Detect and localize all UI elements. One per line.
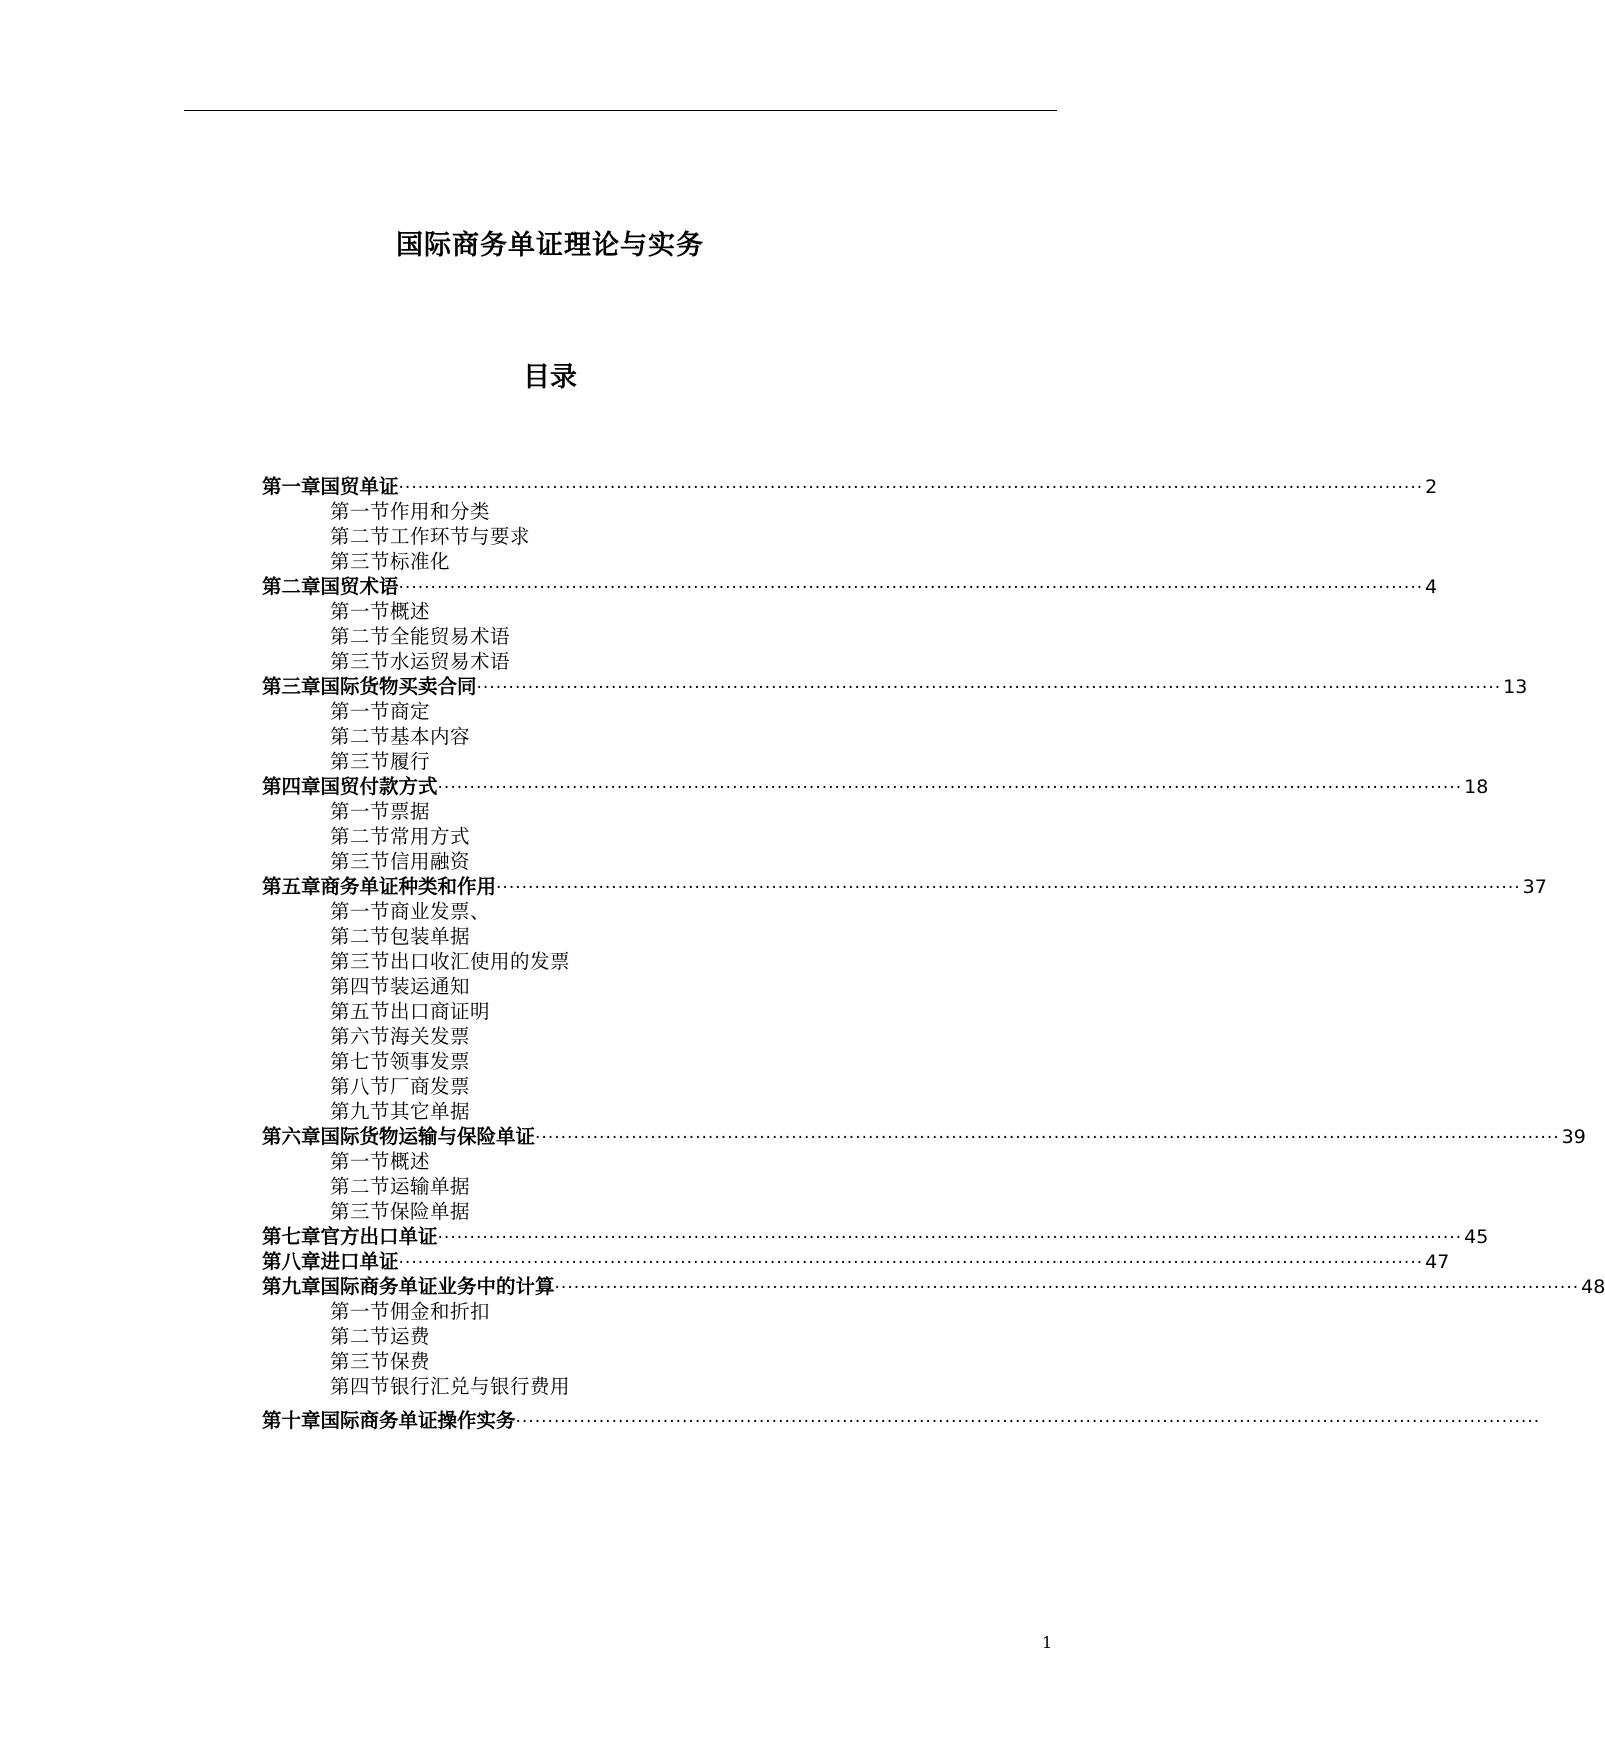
toc-section-entry[interactable]: 第一节概述 bbox=[330, 1150, 431, 1173]
toc-section-entry[interactable]: 第五节出口商证明 bbox=[330, 1000, 491, 1023]
toc-section-entry[interactable]: 第九节其它单据 bbox=[330, 1100, 471, 1123]
header-rule bbox=[184, 110, 1057, 111]
toc-dot-leader: ································································································································································ bbox=[437, 1228, 1463, 1248]
toc-section-entry[interactable]: 第一节商定 bbox=[330, 700, 431, 723]
toc-chapter-page: 4 bbox=[1425, 576, 1438, 598]
document-title: 国际商务单证理论与实务 bbox=[396, 230, 704, 261]
toc-chapter-entry[interactable] bbox=[262, 1124, 1586, 1149]
toc-chapter-entry[interactable] bbox=[262, 474, 1438, 499]
table-of-contents bbox=[262, 474, 1605, 1433]
toc-section-entry[interactable]: 第二节运输单据 bbox=[330, 1175, 471, 1198]
toc-section-entry[interactable]: 第一节商业发票、 bbox=[330, 900, 491, 923]
toc-chapter-entry[interactable] bbox=[262, 774, 1489, 799]
toc-section-entry[interactable]: 第六节海关发票 bbox=[330, 1025, 471, 1048]
toc-section-entry[interactable]: 第七节领事发票 bbox=[330, 1050, 471, 1073]
toc-chapter-title: 第二章国贸术语 bbox=[262, 575, 399, 598]
toc-chapter-title: 第三章国际货物买卖合同 bbox=[262, 675, 477, 698]
toc-chapter-title: 第一章国贸单证 bbox=[262, 475, 399, 498]
toc-dot-leader: ································································································································································ bbox=[398, 478, 1424, 498]
toc-dot-leader: ································································································································································ bbox=[476, 678, 1502, 698]
toc-chapter-page: 13 bbox=[1503, 676, 1528, 698]
toc-chapter-entry[interactable] bbox=[262, 674, 1528, 699]
toc-chapter-page: 2 bbox=[1425, 476, 1438, 498]
toc-section-entry[interactable]: 第四节银行汇兑与银行费用 bbox=[330, 1375, 571, 1398]
toc-section-entry[interactable]: 第三节水运贸易术语 bbox=[330, 650, 511, 673]
toc-dot-leader: ································································································································································ bbox=[437, 778, 1463, 798]
toc-chapter-title: 第十章国际商务单证操作实务 bbox=[262, 1409, 516, 1432]
toc-dot-leader: ································································································································································ bbox=[398, 1253, 1424, 1273]
toc-chapter-entry[interactable] bbox=[262, 1274, 1605, 1299]
toc-section-entry[interactable]: 第二节基本内容 bbox=[330, 725, 471, 748]
toc-chapter-title: 第五章商务单证种类和作用 bbox=[262, 875, 497, 898]
toc-section-entry[interactable]: 第三节保费 bbox=[330, 1350, 431, 1373]
toc-section-entry[interactable]: 第二节全能贸易术语 bbox=[330, 625, 511, 648]
toc-chapter-entry[interactable] bbox=[262, 1408, 1541, 1433]
toc-chapter-page: 48 bbox=[1581, 1276, 1605, 1298]
toc-chapter-page: 45 bbox=[1464, 1226, 1489, 1248]
toc-dot-leader: ································································································································································ bbox=[535, 1128, 1560, 1148]
toc-chapter-entry[interactable] bbox=[262, 574, 1438, 599]
page-number: 1 bbox=[1042, 1633, 1053, 1652]
toc-dot-leader: ································································································································································ bbox=[398, 578, 1424, 598]
toc-chapter-entry[interactable] bbox=[262, 874, 1547, 899]
toc-section-entry[interactable]: 第三节保险单据 bbox=[330, 1200, 471, 1223]
toc-section-entry[interactable]: 第二节工作环节与要求 bbox=[330, 525, 531, 548]
toc-chapter-entry[interactable] bbox=[262, 1249, 1450, 1274]
toc-section-entry[interactable]: 第四节装运通知 bbox=[330, 975, 471, 998]
toc-section-entry[interactable]: 第一节佣金和折扣 bbox=[330, 1300, 491, 1323]
toc-section-entry[interactable]: 第八节厂商发票 bbox=[330, 1075, 471, 1098]
toc-section-entry[interactable]: 第二节常用方式 bbox=[330, 825, 471, 848]
toc-chapter-title: 第八章进口单证 bbox=[262, 1250, 399, 1273]
toc-dot-leader: ································································································································································ bbox=[496, 878, 1521, 898]
toc-section-entry[interactable]: 第一节概述 bbox=[330, 600, 431, 623]
toc-chapter-page: 37 bbox=[1522, 876, 1547, 898]
toc-chapter-title: 第七章官方出口单证 bbox=[262, 1225, 438, 1248]
toc-section-entry[interactable]: 第三节履行 bbox=[330, 750, 431, 773]
toc-section-entry[interactable]: 第一节票据 bbox=[330, 800, 431, 823]
toc-dot-leader: ································································································································································ bbox=[515, 1412, 1541, 1432]
toc-section-entry[interactable]: 第一节作用和分类 bbox=[330, 500, 491, 523]
toc-chapter-title: 第四章国贸付款方式 bbox=[262, 775, 438, 798]
toc-dot-leader: ································································································································································ bbox=[554, 1278, 1580, 1298]
toc-chapter-page: 47 bbox=[1425, 1251, 1450, 1273]
toc-chapter-page: 39 bbox=[1561, 1126, 1586, 1148]
toc-section-entry[interactable]: 第三节出口收汇使用的发票 bbox=[330, 950, 571, 973]
toc-section-entry[interactable]: 第二节包装单据 bbox=[330, 925, 471, 948]
toc-chapter-title: 第九章国际商务单证业务中的计算 bbox=[262, 1275, 555, 1298]
toc-chapter-page: 18 bbox=[1464, 776, 1489, 798]
toc-section-entry[interactable]: 第三节信用融资 bbox=[330, 850, 471, 873]
toc-section-entry[interactable]: 第三节标准化 bbox=[330, 550, 451, 573]
toc-heading: 目录 bbox=[523, 362, 577, 393]
toc-chapter-title: 第六章国际货物运输与保险单证 bbox=[262, 1125, 536, 1148]
toc-section-entry[interactable]: 第二节运费 bbox=[330, 1325, 431, 1348]
toc-chapter-entry[interactable] bbox=[262, 1224, 1489, 1249]
toc-spacer bbox=[262, 1399, 1042, 1408]
